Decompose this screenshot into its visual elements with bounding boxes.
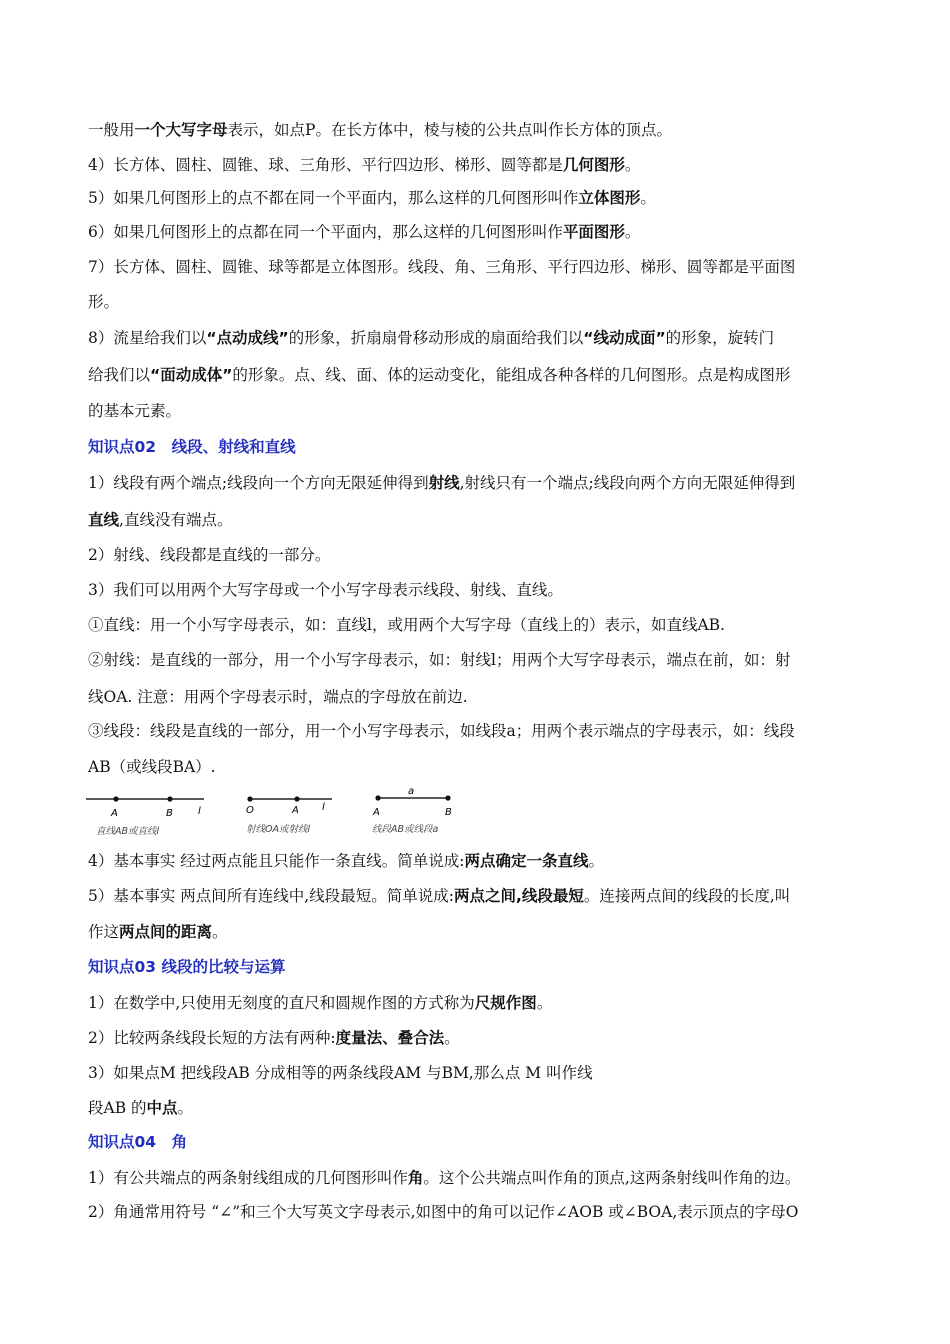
- bold-term: 尺规作图: [474, 994, 537, 1012]
- text: 。: [624, 156, 641, 174]
- text: 4）基本事实 经过两点能且只能作一条直线。简单说成:: [88, 852, 465, 870]
- point-A: [375, 795, 380, 800]
- s3c-line-1: ③线段：线段是直线的一部分，用一个小写字母表示，如线段a；用两个表示端点的字母表示，如：线段: [88, 722, 795, 740]
- bold-term: 两点间的距离: [119, 923, 213, 941]
- label-A: A: [292, 805, 299, 816]
- text: 4）长方体、圆柱、圆锥、球、三角形、平行四边形、梯形、圆等都是: [88, 156, 563, 174]
- s3c-line-2: AB（或线段BA）.: [88, 758, 216, 776]
- s1-line-1: [88, 473, 795, 493]
- text: 的形象。点、线、面、体的运动变化，能组成各种各样的几何图形。点是构成图形: [232, 366, 791, 384]
- bold-term: 一个大写字母: [134, 121, 228, 139]
- bold-term: 立体图形: [578, 189, 641, 207]
- section-heading-03: 知识点03 线段的比较与运算: [88, 958, 286, 976]
- point-B: [167, 796, 172, 801]
- text: 5）如果几何图形上的点不都在同一个平面内，那么这样的几何图形叫作: [88, 189, 579, 207]
- paragraph-7-line-1: 7）长方体、圆柱、圆锥、球等都是立体图形。线段、角、三角形、平行四边形、梯形、圆等都是平面图: [88, 258, 796, 276]
- bold-term: 平面图形: [562, 223, 625, 241]
- label-O: O: [246, 805, 254, 816]
- text: 给我们以: [88, 366, 151, 384]
- bold-term: “点动成线”: [206, 329, 289, 347]
- text: 。连接两点间的线段的长度,叫: [583, 887, 791, 905]
- label-A: A: [111, 808, 118, 819]
- paragraph-4: [88, 155, 640, 175]
- paragraph-8-line-2: [88, 365, 790, 385]
- text: 6）如果几何图形上的点都在同一个平面内，那么这样的几何图形叫作: [88, 223, 563, 241]
- line-ray-segment-figure: [86, 784, 476, 838]
- t2: [88, 1028, 460, 1048]
- t3-line-1: 3）如果点M 把线段AB 分成相等的两条线段AM 与BM,那么点 M 叫作线: [88, 1064, 593, 1082]
- label-a: a: [408, 786, 415, 797]
- paragraph-8-line-1: [88, 328, 774, 348]
- paragraph-point-notation: [88, 120, 672, 140]
- point-A: [294, 796, 299, 801]
- point-A: [113, 796, 118, 801]
- bold-term: 射线: [428, 474, 460, 492]
- s3a: ①直线：用一个小写字母表示，如：直线l，或用两个大写字母（直线上的）表示，如直线AB.: [88, 616, 725, 634]
- bold-term: “面动成体”: [150, 366, 233, 384]
- bold-term: 两点确定一条直线: [464, 852, 589, 870]
- paragraph-5: [88, 188, 656, 208]
- text: ,射线只有一个端点;线段向两个方向无限延伸得到: [459, 474, 796, 492]
- text: 。: [536, 994, 553, 1012]
- label-l: l: [322, 802, 325, 813]
- text: 2）比较两条线段长短的方法有两种:: [88, 1029, 336, 1047]
- bold-term: 角: [407, 1169, 424, 1187]
- bold-term: 几何图形: [562, 156, 625, 174]
- text: 一般用: [88, 121, 135, 139]
- text: 。这个公共端点叫作角的顶点,这两条射线叫作角的边。: [423, 1169, 801, 1187]
- bold-term: 两点之间,线段最短: [453, 887, 584, 905]
- text: 。: [444, 1029, 460, 1047]
- point-B: [445, 795, 450, 800]
- text: 表示，如点P。在长方体中，棱与棱的公共点叫作长方体的顶点。: [227, 121, 672, 139]
- caption-segment: 线段AB或线段a: [372, 824, 439, 835]
- u1: [88, 1168, 800, 1188]
- text: 段AB 的: [88, 1099, 147, 1117]
- text: 。: [212, 923, 228, 941]
- text: 8）流星给我们以: [88, 329, 207, 347]
- text: 。: [588, 852, 605, 870]
- s1-line-2: [88, 510, 232, 530]
- s2: 2）射线、线段都是直线的一部分。: [88, 546, 331, 564]
- t1: [88, 993, 552, 1013]
- text: 作这: [88, 923, 120, 941]
- text: 1）有公共端点的两条射线组成的几何图形叫作: [88, 1169, 408, 1187]
- section-heading-02: 知识点02 线段、射线和直线: [88, 438, 296, 456]
- section-heading-04: 知识点04 角: [88, 1133, 188, 1151]
- bold-term: 中点: [146, 1099, 178, 1117]
- u2: 2）角通常用符号 “∠”和三个大写英文字母表示,如图中的角可以记作∠AOB 或∠BOA,表示顶点的字母O: [88, 1203, 799, 1221]
- t3-line-2: [88, 1098, 193, 1118]
- text: 1）线段有两个端点;线段向一个方向无限延伸得到: [88, 474, 429, 492]
- bold-term: 度量法、叠合法: [335, 1029, 445, 1047]
- text: 5）基本事实 两点间所有连线中,线段最短。简单说成:: [88, 887, 454, 905]
- paragraph-6: [88, 222, 640, 242]
- text: 的形象，旋转门: [665, 329, 775, 347]
- label-B: B: [445, 807, 452, 818]
- s3b-line-2: 线OA. 注意：用两个字母表示时，端点的字母放在前边.: [88, 688, 468, 706]
- bold-term: 直线: [88, 511, 120, 529]
- paragraph-8-line-3: 的基本元素。: [88, 402, 182, 420]
- label-A: A: [373, 807, 380, 818]
- point-O: [247, 796, 252, 801]
- text: 。: [640, 189, 656, 207]
- caption-ray: 射线OA或射线l: [246, 824, 311, 835]
- caption-line: 直线AB或直线l: [96, 826, 160, 837]
- s5-line-1: [88, 886, 790, 906]
- text: 1）在数学中,只使用无刻度的直尺和圆规作图的方式称为: [88, 994, 475, 1012]
- text: ,直线没有端点。: [119, 511, 233, 529]
- bold-term: “线动成面”: [583, 329, 666, 347]
- s4: [88, 851, 604, 871]
- s5-line-2: [88, 922, 228, 942]
- s3: 3）我们可以用两个大写字母或一个小写字母表示线段、射线、直线。: [88, 581, 563, 599]
- paragraph-7-line-2: 形。: [88, 293, 120, 311]
- label-B: B: [166, 808, 173, 819]
- s3b-line-1: ②射线：是直线的一部分，用一个小写字母表示，如：射线l；用两个大写字母表示，端点在前，如：射: [88, 651, 791, 669]
- text: 的形象，折扇扇骨移动形成的扇面给我们以: [288, 329, 584, 347]
- label-l: l: [198, 806, 201, 817]
- text: 。: [624, 223, 641, 241]
- text: 。: [177, 1099, 194, 1117]
